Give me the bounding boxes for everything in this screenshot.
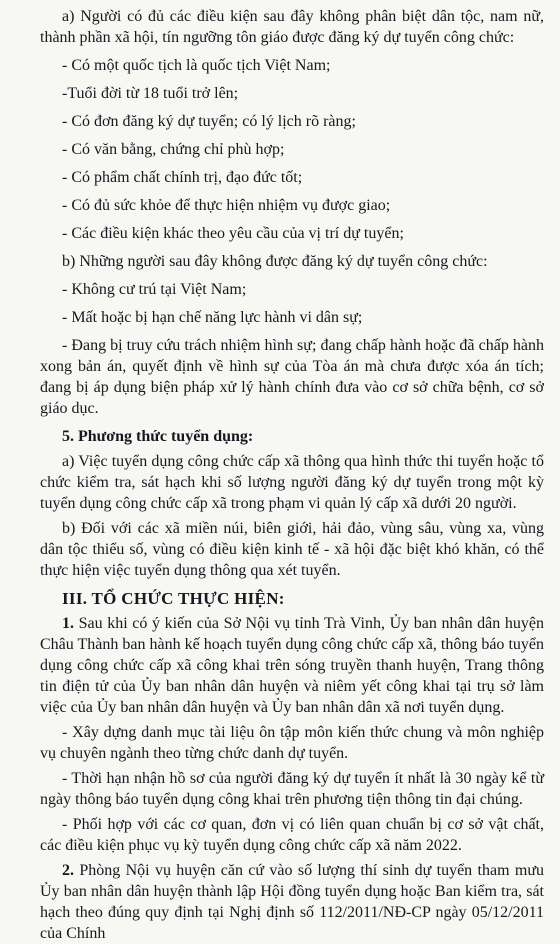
section-iii-heading: III. TỔ CHỨC THỰC HIỆN: — [62, 589, 285, 608]
section-b-item: - Không cư trú tại Việt Nam; — [62, 281, 247, 298]
section-a-item: - Có đơn đăng ký dự tuyển; có lý lịch rõ ràng; — [62, 113, 356, 130]
section-iii-bullet: - Phối hợp với các cơ quan, đơn vị có liên quan chuẩn bị cơ sở vật chất, các điều kiện phục vụ kỳ tuyển dụng công chức cấp xã năm 2022. — [40, 816, 544, 854]
section-b-intro: b) Những người sau đây không được đăng ký dự tuyển công chức: — [62, 253, 488, 270]
section-iii-para-1 — [40, 613, 544, 718]
section-iii-para-2 — [40, 860, 544, 944]
section-5-heading: 5. Phương thức tuyển dụng: — [62, 428, 254, 445]
section-a-item: - Có văn bằng, chứng chỉ phù hợp; — [62, 141, 285, 158]
section-a-item: - Có đủ sức khỏe để thực hiện nhiệm vụ được giao; — [62, 197, 391, 214]
section-iii-bullet: - Thời hạn nhận hồ sơ của người đăng ký dự tuyển ít nhất là 30 ngày kể từ ngày thông báo tuyển dụng công khai trên phương tiện thông tin đại chúng. — [40, 770, 544, 808]
section-a-intro: a) Người có đủ các điều kiện sau đây không phân biệt dân tộc, nam nữ, thành phần xã hội, tín ngưỡng tôn giáo được đăng ký dự tuyển công chức: — [40, 8, 544, 46]
para-text: Sau khi có ý kiến của Sở Nội vụ tỉnh Trà Vinh, Ủy ban nhân dân huyện Châu Thành ban hành kế hoạch tuyển dụng công chức cấp xã, thông báo tuyển dụng công chức cấp xã công khai trên sóng truyền thanh huyện, Trang thông tin điện tử của Ủy ban nhân dân huyện và niêm yết công khai tại trụ sở làm việc của Ủy ban nhân dân huyện và Ủy ban nhân dân xã nơi tuyển dụng. — [40, 615, 544, 716]
section-a-item: - Có một quốc tịch là quốc tịch Việt Nam; — [62, 57, 331, 74]
section-5-para-a: a) Việc tuyển dụng công chức cấp xã thông qua hình thức thi tuyển hoặc tổ chức kiểm tra, sát hạch khi số lượng người đăng ký dự tuyển trong một kỳ tuyển dụng công chức cấp xã trong phạm vi quản lý cấp xã dưới 20 người. — [40, 453, 544, 512]
section-b-item: - Mất hoặc bị hạn chế năng lực hành vi dân sự; — [62, 309, 363, 326]
section-5-para-b: b) Đối với các xã miền núi, biên giới, hải đảo, vùng sâu, vùng xa, vùng dân tộc thiểu số, vùng có điều kiện kinh tế - xã hội đặc biệt khó khăn, có thể thực hiện việc tuyển dụng thông qua xét tuyển. — [40, 520, 544, 579]
section-iii-bullet: - Xây dựng danh mục tài liệu ôn tập môn kiến thức chung và môn nghiệp vụ chuyên ngành theo từng chức danh dự tuyển. — [40, 724, 544, 762]
para-text: Phòng Nội vụ huyện căn cứ vào số lượng thí sinh dự tuyển tham mưu Ủy ban nhân dân huyện thành lập Hội đồng tuyển dụng hoặc Ban kiểm tra, sát hạch theo đúng quy định tại Nghị định số 112/2011/NĐ-CP ngày 05/12/2011 của Chính — [40, 862, 544, 942]
section-a-item: -Tuổi đời từ 18 tuổi trở lên; — [62, 85, 239, 102]
section-a-item: - Các điều kiện khác theo yêu cầu của vị trí dự tuyển; — [62, 225, 404, 242]
section-a-item: - Có phẩm chất chính trị, đạo đức tốt; — [62, 169, 303, 186]
para-number: 2. — [62, 862, 74, 879]
section-b-item: - Đang bị truy cứu trách nhiệm hình sự; đang chấp hành hoặc đã chấp hành xong bản án, quyết định về hình sự của Tòa án mà chưa được xóa án tích; đang bị áp dụng biện pháp xử lý hành chính đưa vào cơ sở chữa bệnh, cơ sở giáo dục. — [40, 337, 544, 417]
para-number: 1. — [62, 615, 74, 632]
